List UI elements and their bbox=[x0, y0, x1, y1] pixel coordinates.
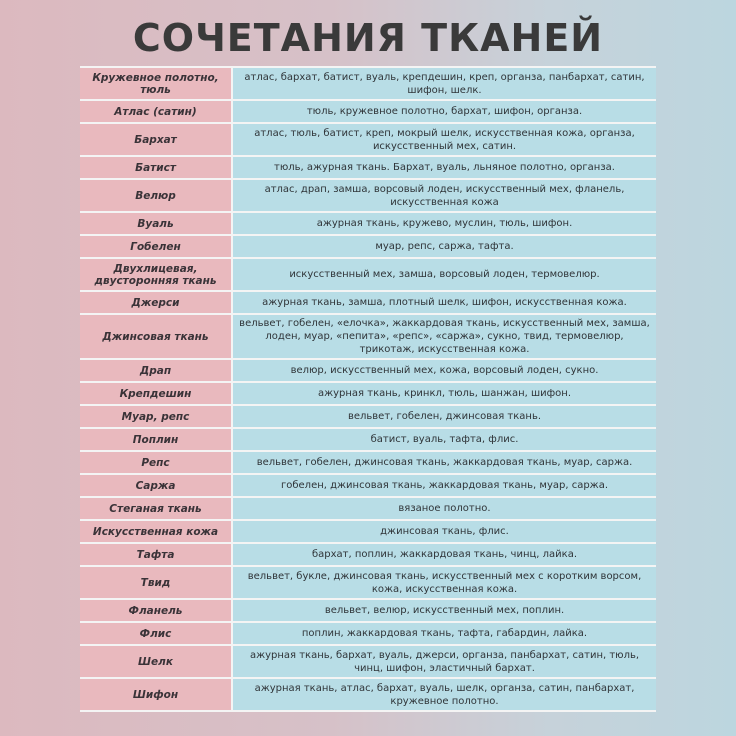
fabric-name: Саржа bbox=[80, 475, 233, 496]
fabric-name: Фланель bbox=[80, 600, 233, 621]
fabric-name: Муар, репс bbox=[80, 406, 233, 427]
fabric-name: Джерси bbox=[80, 292, 233, 313]
fabric-name: Шифон bbox=[80, 679, 233, 710]
fabric-matches: велюр, искусственный мех, кожа, ворсовый лоден, сукно. bbox=[233, 360, 656, 381]
table-row bbox=[80, 213, 656, 236]
fabric-name: Стеганая ткань bbox=[80, 498, 233, 519]
fabric-name: Крепдешин bbox=[80, 383, 233, 404]
table-row bbox=[80, 259, 656, 292]
fabric-matches: вязаное полотно. bbox=[233, 498, 656, 519]
fabric-name: Батист bbox=[80, 157, 233, 178]
table-row bbox=[80, 101, 656, 124]
fabric-matches: поплин, жаккардовая ткань, тафта, габардин, лайка. bbox=[233, 623, 656, 644]
table-row bbox=[80, 498, 656, 521]
fabric-matches: батист, вуаль, тафта, флис. bbox=[233, 429, 656, 450]
fabric-matches: ажурная ткань, кринкл, тюль, шанжан, шифон. bbox=[233, 383, 656, 404]
table-row bbox=[80, 646, 656, 679]
fabric-matches: вельвет, велюр, искусственный мех, поплин. bbox=[233, 600, 656, 621]
fabric-matches: вельвет, гобелен, «елочка», жаккардовая ткань, искусственный мех, замша, лоден, муар, «пепита», «репс», «саржа», сукно, твид, термовелюр, трикотаж, искусственная кожа. bbox=[233, 315, 656, 358]
fabric-matches: ажурная ткань, атлас, бархат, вуаль, шелк, органза, сатин, панбархат, кружевное полотно. bbox=[233, 679, 656, 710]
table-row bbox=[80, 521, 656, 544]
fabric-name: Велюр bbox=[80, 180, 233, 211]
table-row bbox=[80, 600, 656, 623]
fabric-name: Твид bbox=[80, 567, 233, 598]
fabric-name: Искусственная кожа bbox=[80, 521, 233, 542]
table-row bbox=[80, 679, 656, 712]
table-row bbox=[80, 475, 656, 498]
fabric-matches: атлас, тюль, батист, креп, мокрый шелк, искусственная кожа, органза, искусственный мех, сатин. bbox=[233, 124, 656, 155]
fabric-name: Гобелен bbox=[80, 236, 233, 257]
fabric-matches: вельвет, гобелен, джинсовая ткань, жаккардовая ткань, муар, саржа. bbox=[233, 452, 656, 473]
table-row bbox=[80, 360, 656, 383]
fabric-combinations-table bbox=[80, 66, 656, 712]
fabric-name: Двухлицевая, двусторонняя ткань bbox=[80, 259, 233, 290]
fabric-matches: тюль, кружевное полотно, бархат, шифон, органза. bbox=[233, 101, 656, 122]
page-title: СОЧЕТАНИЯ ТКАНЕЙ bbox=[132, 16, 604, 60]
fabric-matches: вельвет, букле, джинсовая ткань, искусственный мех с коротким ворсом, кожа, искусственная кожа. bbox=[233, 567, 656, 598]
table-row bbox=[80, 236, 656, 259]
fabric-name: Тафта bbox=[80, 544, 233, 565]
table-row bbox=[80, 406, 656, 429]
fabric-matches: искусственный мех, замша, ворсовый лоден, термовелюр. bbox=[233, 259, 656, 290]
fabric-name: Вуаль bbox=[80, 213, 233, 234]
fabric-matches: ажурная ткань, бархат, вуаль, джерси, органза, панбархат, сатин, тюль, чинц, шифон, эластичный бархат. bbox=[233, 646, 656, 677]
fabric-name: Джинсовая ткань bbox=[80, 315, 233, 358]
table-row bbox=[80, 544, 656, 567]
fabric-name: Драп bbox=[80, 360, 233, 381]
fabric-name: Кружевное полотно, тюль bbox=[80, 68, 233, 99]
table-row bbox=[80, 567, 656, 600]
fabric-matches: атлас, бархат, батист, вуаль, крепдешин, креп, органза, панбархат, сатин, шифон, шелк. bbox=[233, 68, 656, 99]
fabric-name: Бархат bbox=[80, 124, 233, 155]
fabric-name: Флис bbox=[80, 623, 233, 644]
fabric-name: Поплин bbox=[80, 429, 233, 450]
fabric-matches: гобелен, джинсовая ткань, жаккардовая ткань, муар, саржа. bbox=[233, 475, 656, 496]
table-row bbox=[80, 124, 656, 157]
fabric-name: Шелк bbox=[80, 646, 233, 677]
fabric-matches: ажурная ткань, кружево, муслин, тюль, шифон. bbox=[233, 213, 656, 234]
table-row bbox=[80, 383, 656, 406]
fabric-matches: бархат, поплин, жаккардовая ткань, чинц, лайка. bbox=[233, 544, 656, 565]
fabric-matches: джинсовая ткань, флис. bbox=[233, 521, 656, 542]
fabric-matches: вельвет, гобелен, джинсовая ткань. bbox=[233, 406, 656, 427]
fabric-name: Репс bbox=[80, 452, 233, 473]
fabric-matches: муар, репс, саржа, тафта. bbox=[233, 236, 656, 257]
table-row bbox=[80, 315, 656, 360]
table-row bbox=[80, 452, 656, 475]
fabric-matches: атлас, драп, замша, ворсовый лоден, искусственный мех, фланель, искусственная кожа bbox=[233, 180, 656, 211]
table-row bbox=[80, 429, 656, 452]
table-row bbox=[80, 68, 656, 101]
fabric-matches: ажурная ткань, замша, плотный шелк, шифон, искусственная кожа. bbox=[233, 292, 656, 313]
fabric-name: Атлас (сатин) bbox=[80, 101, 233, 122]
table-row bbox=[80, 180, 656, 213]
fabric-matches: тюль, ажурная ткань. Бархат, вуаль, льняное полотно, органза. bbox=[233, 157, 656, 178]
table-row bbox=[80, 157, 656, 180]
table-row bbox=[80, 292, 656, 315]
table-row bbox=[80, 623, 656, 646]
